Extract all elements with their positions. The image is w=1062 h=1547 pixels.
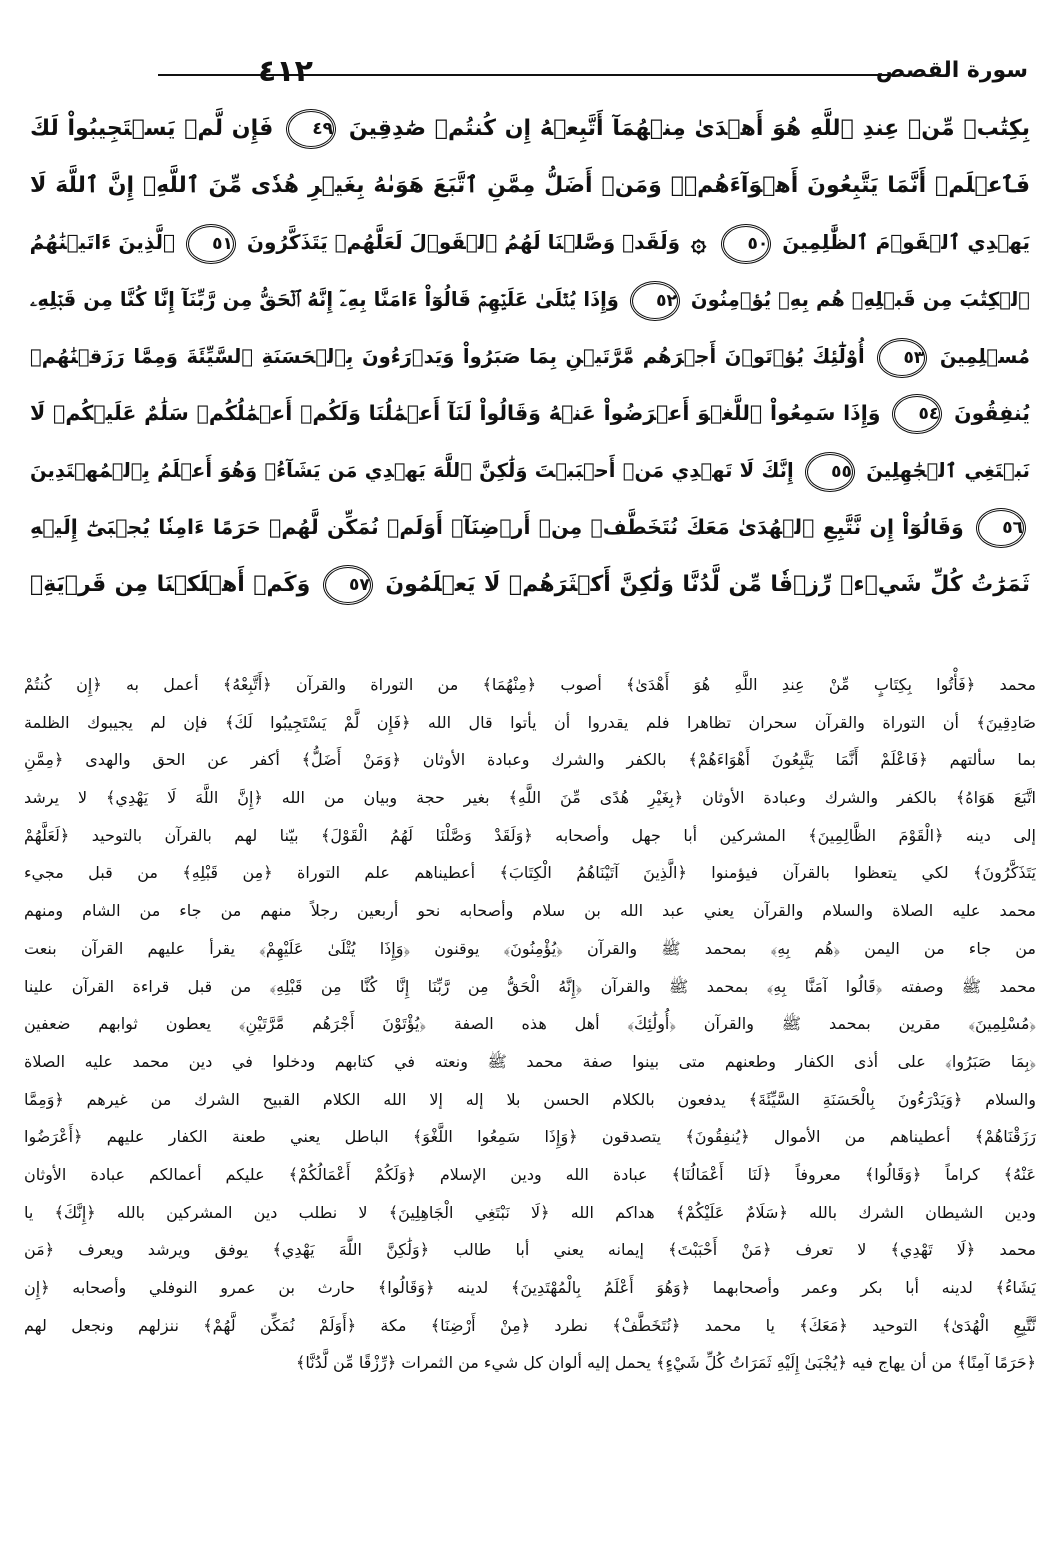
tafsir-line: والسلام ﴿وَيَدْرَءُونَ بِالْحَسَنَةِ السَّيِّئَةَ﴾ يدفعون بالكلام الحسن بلا إله إلا الله الكلام القبيح الشرك من غيرهم ﴿وَمِمَّا: [24, 1089, 1036, 1109]
tafsir-line: يَشَاءُ﴾ لدينه أبا بكر وعمر وأصحابهما ﴿وَهُوَ أَعْلَمُ بِالْمُهْتَدِينَ﴾ لدينه ﴿وَقَالُوا﴾ حارث بن عمرو النوفلي وأصحابه ﴿إِن: [24, 1278, 1036, 1297]
quran-verse-text: أُوْلَٰٓئِكَ يُؤۡتَوۡنَ أَجۡرَهُم مَّرَّتَيۡنِ بِمَا صَبَرُواْ وَيَدۡرَءُونَ بِٱلۡحَسَنَةِ ٱلسَّيِّئَةَ وَمِمَّا رَزَقۡنَٰهُمۡ: [30, 345, 865, 368]
page-header: [28, 52, 1028, 92]
quran-verse-text: وَإِذَا سَمِعُواْ ٱللَّغۡوَ أَعۡرَضُواْ عَنۡهُ وَقَالُواْ لَنَآ أَعۡمَٰلُنَا وَلَكُمۡ أَعۡمَٰلُكُمۡ سَلَٰمٌ عَلَيۡكُمۡ لَا: [30, 401, 881, 425]
tafsir-line: ﴿بِمَا صَبَرُوا﴾ على أذى الكفار وطعنهم متى بينوا صفة محمد ﷺ ونعته في كتابهم ودخلوا في دين محمد عليه الصلاة: [24, 1051, 1036, 1071]
quran-verse-text: يَهۡدِي ٱلۡقَوۡمَ ٱلظَّٰلِمِينَ: [782, 230, 1030, 254]
quran-verse-text: فَإِن لَّمۡ يَسۡتَجِيبُواْ لَكَ: [30, 116, 274, 141]
quran-verse-text: ٱلۡكِتَٰبَ مِن قَبۡلِهِۦ هُم بِهِۦ يُؤۡمِنُونَ: [690, 288, 1030, 311]
quran-line: [30, 328, 1030, 385]
tafsir-line: نَّتَّبِعِ الْهُدَىٰ﴾ التوحيد ﴿مَعَكَ﴾ يا محمد ﴿نُتَخَطَّفْ﴾ نطرد ﴿مِنْ أَرْضِنَا﴾ مكة ﴿أَوَلَمْ نُمَكِّن لَّهُمْ﴾ ننزلهم ونجعل لهم: [24, 1315, 1036, 1335]
quran-verse-text: وَكَمۡ أَهۡلَكۡنَا مِن قَرۡيَةِۢ: [30, 572, 311, 597]
tafsir-line: محمد ﷺ وصفته ﴿قَالُوا آمَنَّا بِهِ﴾ بمحمد ﷺ والقرآن ﴿إِنَّهُ الْحَقُّ مِن رَّبِّنَا إِنَّا كُنَّا مِن قَبْلِهِ﴾ من قبل قراءة القرآن علينا: [24, 976, 1036, 996]
verse-number-marker: ٥٦: [976, 508, 1026, 548]
quran-verse-text: وَإِذَا يُتۡلَىٰ عَلَيۡهِمۡ قَالُوٓاْ ءَامَنَّا بِهِۦٓ إِنَّهُ ٱلۡحَقُّ مِن رَّبِّنَآ إِنَّا كُنَّا مِن قَبۡلِهِۦ: [30, 288, 619, 311]
quran-verse-text: وَقَالُوٓاْ إِن نَّتَّبِعِ ٱلۡهُدَىٰ مَعَكَ نُتَخَطَّفۡ مِنۡ أَرۡضِنَآۚ أَوَلَمۡ نُمَكِّن لَّهُمۡ حَرَمًا ءَامِنٗا يُجۡبَىٰٓ إِلَيۡهِ: [30, 515, 964, 539]
tafsir-line: ودين الشيطان الشرك بالله ﴿سَلَامٌ عَلَيْكُمْ﴾ هداكم الله ﴿لَا نَبْتَغِي الْجَاهِلِينَ﴾ لا نطلب دين المشركين بالله ﴿إِنَّكَ﴾ يا: [24, 1202, 1036, 1222]
tafsir-line: رَزَقْنَاهُمْ﴾ أعطيناهم من الأموال ﴿يُنفِقُونَ﴾ يتصدقون ﴿وَإِذَا سَمِعُوا اللَّغْوَ﴾ الباطل يعني طعنة الكفار عليهم ﴿أَعْرَضُوا: [24, 1127, 1036, 1147]
verse-number-marker: ٥٢: [630, 281, 680, 321]
rub-el-hizb-icon: ۞: [691, 228, 707, 258]
tafsir-line: من جاء من اليمن ﴿هُم بِهِ﴾ بمحمد ﷺ والقرآن ﴿يُؤْمِنُونَ﴾ يوقنون ﴿وَإِذَا يُتْلَىٰ عَلَيْهِمْ﴾ يقرأ عليهم القرآن بنعت: [24, 938, 1036, 958]
verse-number-marker: ٥١: [186, 224, 236, 264]
tafsir-line: اتَّبَعَ هَوَاهُ﴾ بالكفر والشرك وعبادة الأوثان ﴿بِغَيْرِ هُدًى مِّنَ اللَّهِ﴾ بغير حجة وبيان من الله ﴿إِنَّ اللَّهَ لَا يَهْدِي﴾ لا يرشد: [24, 788, 1036, 808]
page-number: ٤١٢: [258, 54, 313, 89]
quran-verse-text: إِنَّكَ لَا تَهۡدِي مَنۡ أَحۡبَبۡتَ وَلَٰكِنَّ ٱللَّهَ يَهۡدِي مَن يَشَآءُۚ وَهُوَ أَعۡلَمُ بِٱلۡمُهۡتَدِينَ: [30, 459, 794, 482]
verse-number-marker: ٥٣: [877, 338, 927, 378]
tafsir-line: عَنْهُ﴾ كراماً ﴿وَقَالُوا﴾ معروفاً ﴿لَنَا أَعْمَالُنَا﴾ عبادة الله ودين الإسلام ﴿وَلَكُمْ أَعْمَالُكُمْ﴾ عليكم أعمالكم عبادة الأوثان: [24, 1164, 1036, 1184]
tafsir-line: إلى دينه ﴿الْقَوْمَ الظَّالِمِينَ﴾ المشركين أبا جهل وأصحابه ﴿وَلَقَدْ وَصَّلْنَا لَهُمُ الْقَوْلَ﴾ بيّنا لهم بالقرآن بالتوحيد ﴿لَعَلَّهُمْ: [24, 825, 1036, 845]
tafsir-line: بما سألتهم ﴿فَاعْلَمْ أَنَّمَا يَتَّبِعُونَ أَهْوَاءَهُمْ﴾ بالكفر والشرك وعبادة الأوثان ﴿وَمَنْ أَضَلُّ﴾ أكفر عن الحق والهدى ﴿مِمَّنِ: [24, 750, 1036, 770]
quran-verse-text: يُنفِقُونَ: [954, 401, 1030, 425]
quran-line: [30, 100, 1030, 157]
quran-line: [30, 385, 1030, 442]
quran-verse-text: مُسۡلِمِينَ: [939, 345, 1030, 368]
tafsir-line: يَتَذَكَّرُونَ﴾ لكي يتعظوا بالقرآن فيؤمنوا ﴿الَّذِينَ آتَيْنَاهُمُ الْكِتَابَ﴾ أعطيناهم علم التوراة ﴿مِن قَبْلِهِ﴾ من قبل مجيء: [24, 863, 1036, 883]
quran-verse-text: فَٱعۡلَمۡ أَنَّمَا يَتَّبِعُونَ أَهۡوَآءَهُمۡۚ وَمَنۡ أَضَلُّ مِمَّنِ ٱتَّبَعَ هَوَىٰهُ بِغَيۡرِ هُدٗى مِّنَ ٱللَّهِۚ إِنَّ ٱللَّهَ لَا: [30, 173, 1030, 198]
verse-number-marker: ٤٩: [286, 109, 336, 149]
tafsir-commentary-block: [24, 666, 1036, 1382]
quran-line: [30, 442, 1030, 499]
tafsir-line: صَادِقِينَ﴾ أن التوراة والقرآن سحران تظاهرا فلم يقدروا أن يأتوا قال الله ﴿فَإِن لَّمْ يَسْتَجِيبُوا لَكَ﴾ فإن لم يجيبوك الظلمة: [24, 712, 1036, 732]
quran-verse-text: نَبۡتَغِي ٱلۡجَٰهِلِينَ: [866, 459, 1030, 482]
quran-verse-text: ٱلَّذِينَ ءَاتَيۡنَٰهُمُ: [30, 230, 175, 254]
quran-text-block: [30, 100, 1030, 613]
quran-verse-text: ثَمَرَٰتُ كُلِّ شَيۡءٖ رِّزۡقٗا مِّن لَّدُنَّا وَلَٰكِنَّ أَكۡثَرَهُمۡ لَا يَعۡلَمُونَ: [385, 572, 1030, 597]
quran-line: [30, 157, 1030, 214]
header-rule: [158, 74, 893, 76]
tafsir-line: ﴿حَرَمًا آمِنًا﴾ من أن يهاج فيه ﴿يُجْبَىٰ إِلَيْهِ ثَمَرَاتُ كُلِّ شَيْءٍ﴾ يحمل إليه ألوان كل شيء من الثمرات ﴿رِّزْقًا مِّن لَّدُنَّا﴾: [295, 1353, 1036, 1373]
surah-title: سورة القصص: [875, 58, 1028, 83]
verse-number-marker: ٥٧: [323, 565, 373, 605]
quran-line: [30, 556, 1030, 613]
quran-verse-text: بِكِتَٰبٖ مِّنۡ عِندِ ٱللَّهِ هُوَ أَهۡدَىٰ مِنۡهُمَآ أَتَّبِعۡهُ إِن كُنتُمۡ صَٰدِقِينَ: [348, 116, 1030, 141]
quran-verse-text: وَلَقَدۡ وَصَّلۡنَا لَهُمُ ٱلۡقَوۡلَ لَعَلَّهُمۡ يَتَذَكَّرُونَ: [246, 230, 681, 254]
quran-line: [30, 271, 1030, 328]
quran-line: [30, 499, 1030, 556]
tafsir-line: محمد ﴿لَا تَهْدِي﴾ لا تعرف ﴿مَنْ أَحْبَبْتَ﴾ إيمانه يعني أبا طالب ﴿وَلَٰكِنَّ اللَّهَ يَهْدِي﴾ يوفق ويرشد ويعرف ﴿مَن: [24, 1240, 1036, 1260]
quran-line: [30, 214, 1030, 271]
tafsir-line: محمد عليه الصلاة والسلام والقرآن يعني عبد الله بن سلام وأصحابه نحو أربعين رجلاً منهم من جاء من الشام ومنهم: [24, 901, 1036, 921]
tafsir-line: ﴿مُسْلِمِينَ﴾ مقرين بمحمد ﷺ والقرآن ﴿أُولَٰئِكَ﴾ أهل هذه الصفة ﴿يُؤْتَوْنَ أَجْرَهُم مَّرَّتَيْنِ﴾ يعطون ثوابهم ضعفين: [24, 1014, 1036, 1034]
verse-number-marker: ٥٤: [892, 394, 942, 434]
verse-number-marker: ٥٥: [805, 452, 855, 492]
verse-number-marker: ٥٠: [721, 224, 771, 264]
tafsir-line: محمد ﴿فَأْتُوا بِكِتَابٍ مِّنْ عِندِ اللَّهِ هُوَ أَهْدَىٰ﴾ أصوب ﴿مِنْهُمَا﴾ من التوراة والقرآن ﴿أَتَّبِعْهُ﴾ أعمل به ﴿إِن كُنتُمْ: [24, 675, 1036, 694]
